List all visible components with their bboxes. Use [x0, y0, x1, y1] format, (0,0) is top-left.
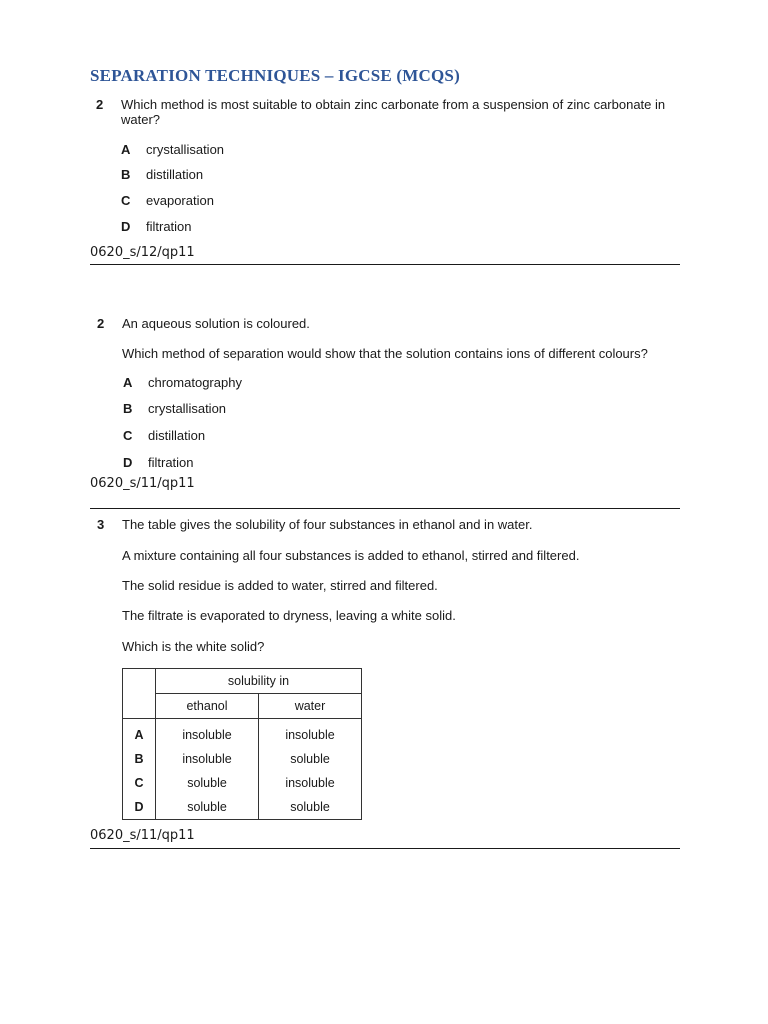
divider — [90, 508, 680, 509]
question-stem: Which method of separation would show that the solution contains ions of different colours? — [122, 346, 648, 361]
option-text: distillation — [148, 428, 206, 443]
question-number: 3 — [97, 517, 105, 532]
option-text: chromatography — [148, 375, 242, 390]
table-column-header: water — [259, 694, 362, 719]
table-row — [123, 771, 362, 795]
option-text: filtration — [146, 219, 192, 234]
question-stem: Which is the white solid? — [122, 639, 265, 654]
paper-reference: 0620_s/11/qp11 — [90, 476, 195, 491]
table-cell: soluble — [259, 747, 362, 771]
question-number: 2 — [97, 316, 105, 331]
question-stem: An aqueous solution is coloured. — [122, 316, 310, 331]
table-cell: soluble — [156, 771, 259, 795]
table-cell: insoluble — [156, 747, 259, 771]
question-stem: The solid residue is added to water, stirred and filtered. — [122, 578, 438, 593]
table-cell: soluble — [259, 795, 362, 820]
divider — [90, 848, 680, 849]
option-text: distillation — [146, 167, 204, 182]
table-column-header: ethanol — [156, 694, 259, 719]
option-letter: B — [121, 167, 131, 182]
option-letter: C — [121, 193, 131, 208]
divider — [90, 264, 680, 265]
row-letter: B — [123, 747, 156, 771]
question-stem: Which method is most suitable to obtain zinc carbonate from a suspension of zinc carbonate in water? — [121, 97, 666, 127]
option-text: filtration — [148, 455, 194, 470]
table-row — [123, 795, 362, 820]
table-cell: insoluble — [259, 719, 362, 748]
question-stem: The filtrate is evaporated to dryness, leaving a white solid. — [122, 608, 456, 623]
option-letter: A — [123, 375, 133, 390]
row-letter: D — [123, 795, 156, 820]
option-text: evaporation — [146, 193, 214, 208]
page-title: SEPARATION TECHNIQUES – IGCSE (MCQS) — [90, 66, 460, 85]
solubility-table — [122, 668, 362, 820]
paper-reference: 0620_s/12/qp11 — [90, 245, 195, 260]
paper-reference: 0620_s/11/qp11 — [90, 828, 195, 843]
question-stem: The table gives the solubility of four substances in ethanol and in water. — [122, 517, 533, 532]
option-letter: C — [123, 428, 133, 443]
option-letter: D — [121, 219, 131, 234]
table-row — [123, 719, 362, 748]
table-cell: soluble — [156, 795, 259, 820]
table-row — [123, 747, 362, 771]
option-letter: A — [121, 142, 131, 157]
question-stem: A mixture containing all four substances is added to ethanol, stirred and filtered. — [122, 548, 580, 563]
table-corner-cell — [123, 669, 156, 719]
table-group-header: solubility in — [156, 669, 362, 694]
option-letter: B — [123, 401, 133, 416]
row-letter: C — [123, 771, 156, 795]
option-text: crystallisation — [148, 401, 227, 416]
option-text: crystallisation — [146, 142, 225, 157]
table-cell: insoluble — [259, 771, 362, 795]
question-number: 2 — [96, 97, 104, 112]
row-letter: A — [123, 719, 156, 748]
option-letter: D — [123, 455, 133, 470]
table-cell: insoluble — [156, 719, 259, 748]
